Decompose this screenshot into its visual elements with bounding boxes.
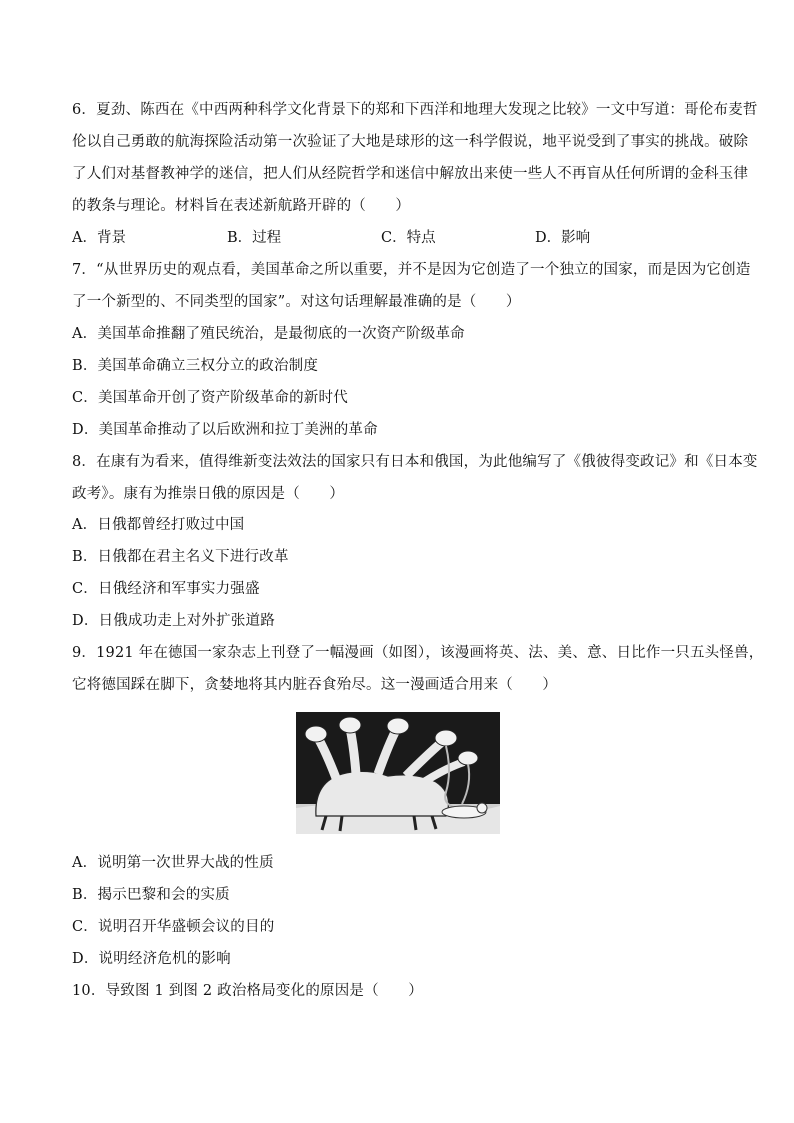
q9-option-a: A．说明第一次世界大战的性质 (72, 855, 274, 871)
q6-stem-line-3: 了人们对基督教神学的迷信，把人们从经院哲学和迷信中解放出来使一些人不再盲从任何所谓的金科玉律 (72, 166, 749, 182)
q7-option-c: C．美国革命开创了资产阶级革命的新时代 (72, 390, 348, 406)
q6-stem-line-4: 的教条与理论。材料旨在表述新航路开辟的（ ） (72, 198, 411, 214)
q6-option-b: B．过程 (227, 230, 282, 246)
q9-stem-line-2: 它将德国踩在脚下，贪婪地将其内脏吞食殆尽。这一漫画适合用来（ ） (72, 677, 558, 693)
q9-option-b: B．揭示巴黎和会的实质 (72, 887, 230, 903)
q8-option-b: B．日俄都在君主名义下进行改革 (72, 549, 289, 565)
q8-option-a: A．日俄都曾经打败过中国 (72, 517, 245, 533)
q6-stem-line-1: 6．夏劲、陈西在《中西两种科学文化背景下的郑和下西洋和地理大发现之比较》一文中写道：哥伦布麦哲 (72, 102, 758, 118)
q8-stem-line-1: 8．在康有为看来，值得维新变法效法的国家只有日本和俄国，为此他编写了《俄彼得变政记》和《日本变 (72, 454, 758, 470)
q6-option-c: C．特点 (381, 230, 436, 246)
q7-option-b: B．美国革命确立三权分立的政治制度 (72, 358, 319, 374)
cartoon-five-headed-monster-image (296, 712, 500, 834)
cartoon-illustration (296, 712, 500, 834)
q7-stem-line-1: 7．“从世界历史的观点看，美国革命之所以重要，并不是因为它创造了一个独立的国家，而是因为它创造 (72, 262, 751, 278)
q8-option-d: D．日俄成功走上对外扩张道路 (72, 613, 275, 629)
q7-option-d: D．美国革命推动了以后欧洲和拉丁美洲的革命 (72, 422, 378, 438)
q9-stem-line-1: 9．1921 年在德国一家杂志上刊登了一幅漫画（如图），该漫画将英、法、美、意、日比作一只五头怪兽， (72, 645, 764, 661)
q9-option-c: C．说明召开华盛顿会议的目的 (72, 919, 275, 935)
q8-stem-line-2: 政考》。康有为推崇日俄的原因是（ ） (72, 486, 345, 502)
q6-option-a: A．背景 (72, 230, 126, 246)
q6-stem-line-2: 伦以自己勇敢的航海探险活动第一次验证了大地是球形的这一科学假说，地平说受到了事实的挑战。破除 (72, 134, 749, 150)
q9-option-d: D．说明经济危机的影响 (72, 951, 231, 967)
q6-option-d: D．影响 (535, 230, 591, 246)
q7-stem-line-2: 了一个新型的、不同类型的国家”。对这句话理解最准确的是（ ） (72, 294, 521, 310)
q7-option-a: A．美国革命推翻了殖民统治，是最彻底的一次资产阶级革命 (72, 326, 465, 342)
q10-stem-line-1: 10．导致图 1 到图 2 政治格局变化的原因是（ ） (72, 983, 423, 999)
q8-option-c: C．日俄经济和军事实力强盛 (72, 581, 260, 597)
